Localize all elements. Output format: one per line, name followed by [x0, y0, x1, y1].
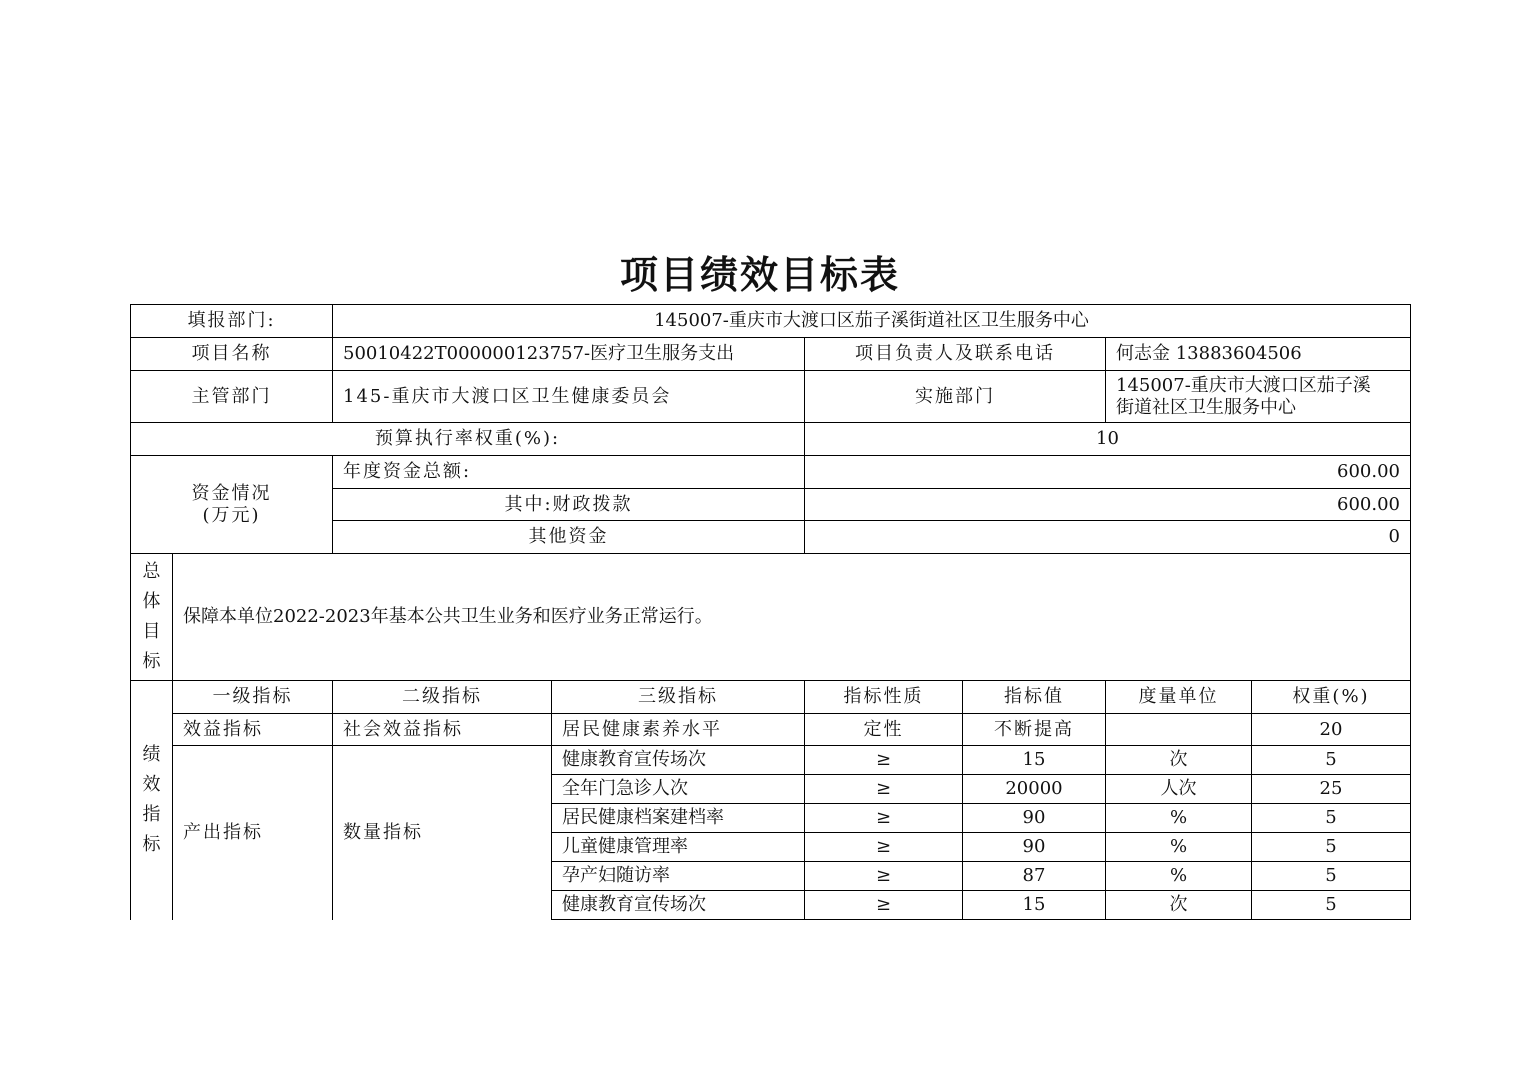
output-nature: ≥	[805, 833, 963, 862]
output-value: 90	[963, 833, 1106, 862]
table-row	[131, 746, 1411, 775]
performance-indicators-char: 指	[142, 804, 161, 826]
funds-unit: (万元)	[202, 504, 261, 526]
budget-weight-value: 10	[805, 423, 1411, 456]
other-funds-value: 0	[805, 521, 1411, 554]
overall-goal-char: 体	[142, 591, 161, 612]
overall-goal-label	[131, 554, 173, 681]
output-nature: ≥	[805, 746, 963, 775]
supervising-dept-label: 主管部门	[131, 371, 333, 423]
implementing-dept-line2: 街道社区卫生服务中心	[1116, 396, 1296, 418]
project-name-value: 50010422T000000123757-医疗卫生服务支出	[333, 338, 805, 371]
output-value: 20000	[963, 775, 1106, 804]
performance-indicators-char: 绩	[142, 744, 161, 766]
annual-total-value: 600.00	[805, 456, 1411, 489]
output-unit: 人次	[1106, 775, 1252, 804]
output-weight: 5	[1252, 862, 1411, 891]
fill-dept-row	[131, 305, 1411, 338]
budget-weight-row	[131, 423, 1411, 456]
project-name-row	[131, 338, 1411, 371]
output-value: 87	[963, 862, 1106, 891]
overall-goal-char: 目	[142, 621, 161, 642]
implementing-dept-value	[1106, 371, 1411, 423]
output-value: 15	[963, 746, 1106, 775]
output-level2: 数量指标	[333, 746, 552, 920]
output-nature: ≥	[805, 775, 963, 804]
output-nature: ≥	[805, 804, 963, 833]
output-unit: %	[1106, 862, 1252, 891]
header-weight: 权重(%)	[1252, 681, 1411, 714]
output-weight: 5	[1252, 891, 1411, 920]
funds-title: 资金情况	[191, 482, 272, 504]
implementing-dept-label: 实施部门	[805, 371, 1106, 423]
output-unit: %	[1106, 804, 1252, 833]
header-value: 指标值	[963, 681, 1106, 714]
output-level3: 儿童健康管理率	[552, 833, 805, 862]
fiscal-value: 600.00	[805, 489, 1411, 521]
output-unit: %	[1106, 833, 1252, 862]
output-unit: 次	[1106, 891, 1252, 920]
output-level3: 孕产妇随访率	[552, 862, 805, 891]
output-weight: 5	[1252, 833, 1411, 862]
fill-dept-value: 145007-重庆市大渡口区茄子溪街道社区卫生服务中心	[333, 305, 1411, 338]
fiscal-label: 其中:财政拨款	[333, 489, 805, 521]
dept-row	[131, 371, 1411, 423]
budget-weight-label: 预算执行率权重(%):	[131, 423, 805, 456]
funds-label	[131, 456, 333, 554]
output-level3: 全年门急诊人次	[552, 775, 805, 804]
performance-indicators-label	[131, 681, 173, 920]
benefit-level3: 居民健康素养水平	[552, 714, 805, 746]
output-level3: 健康教育宣传场次	[552, 746, 805, 775]
output-weight: 25	[1252, 775, 1411, 804]
performance-indicators-char: 效	[142, 774, 161, 796]
fill-dept-label: 填报部门:	[131, 305, 333, 338]
header-level1: 一级指标	[173, 681, 333, 714]
benefit-weight: 20	[1252, 714, 1411, 746]
output-level3: 居民健康档案建档率	[552, 804, 805, 833]
header-level3: 三级指标	[552, 681, 805, 714]
output-weight: 5	[1252, 746, 1411, 775]
output-value: 90	[963, 804, 1106, 833]
table-row	[131, 714, 1411, 746]
project-name-label: 项目名称	[131, 338, 333, 371]
funds-total-row	[131, 456, 1411, 489]
header-nature: 指标性质	[805, 681, 963, 714]
benefit-level2: 社会效益指标	[333, 714, 552, 746]
overall-goal-row	[131, 554, 1411, 681]
benefit-level1: 效益指标	[173, 714, 333, 746]
output-unit: 次	[1106, 746, 1252, 775]
output-level1: 产出指标	[173, 746, 333, 920]
annual-total-label: 年度资金总额:	[333, 456, 805, 489]
other-funds-label: 其他资金	[333, 521, 805, 554]
output-value: 15	[963, 891, 1106, 920]
page-title: 项目绩效目标表	[619, 252, 900, 297]
output-nature: ≥	[805, 862, 963, 891]
performance-indicators-char: 标	[142, 834, 161, 856]
output-level3: 健康教育宣传场次	[552, 891, 805, 920]
output-weight: 5	[1252, 804, 1411, 833]
overall-goal-value: 保障本单位2022-2023年基本公共卫生业务和医疗业务正常运行。	[173, 554, 1411, 681]
supervising-dept-value: 145-重庆市大渡口区卫生健康委员会	[333, 371, 805, 423]
header-level2: 二级指标	[333, 681, 552, 714]
implementing-dept-line1: 145007-重庆市大渡口区茄子溪	[1116, 374, 1371, 396]
indicator-header-row	[131, 681, 1411, 714]
header-unit: 度量单位	[1106, 681, 1252, 714]
manager-contact-value: 何志金 13883604506	[1106, 338, 1411, 371]
performance-table	[130, 304, 1411, 920]
manager-contact-label: 项目负责人及联系电话	[805, 338, 1106, 371]
overall-goal-char: 总	[142, 561, 161, 582]
benefit-nature: 定性	[805, 714, 963, 746]
benefit-unit	[1106, 714, 1252, 746]
output-nature: ≥	[805, 891, 963, 920]
overall-goal-char: 标	[142, 651, 161, 672]
benefit-value: 不断提高	[963, 714, 1106, 746]
